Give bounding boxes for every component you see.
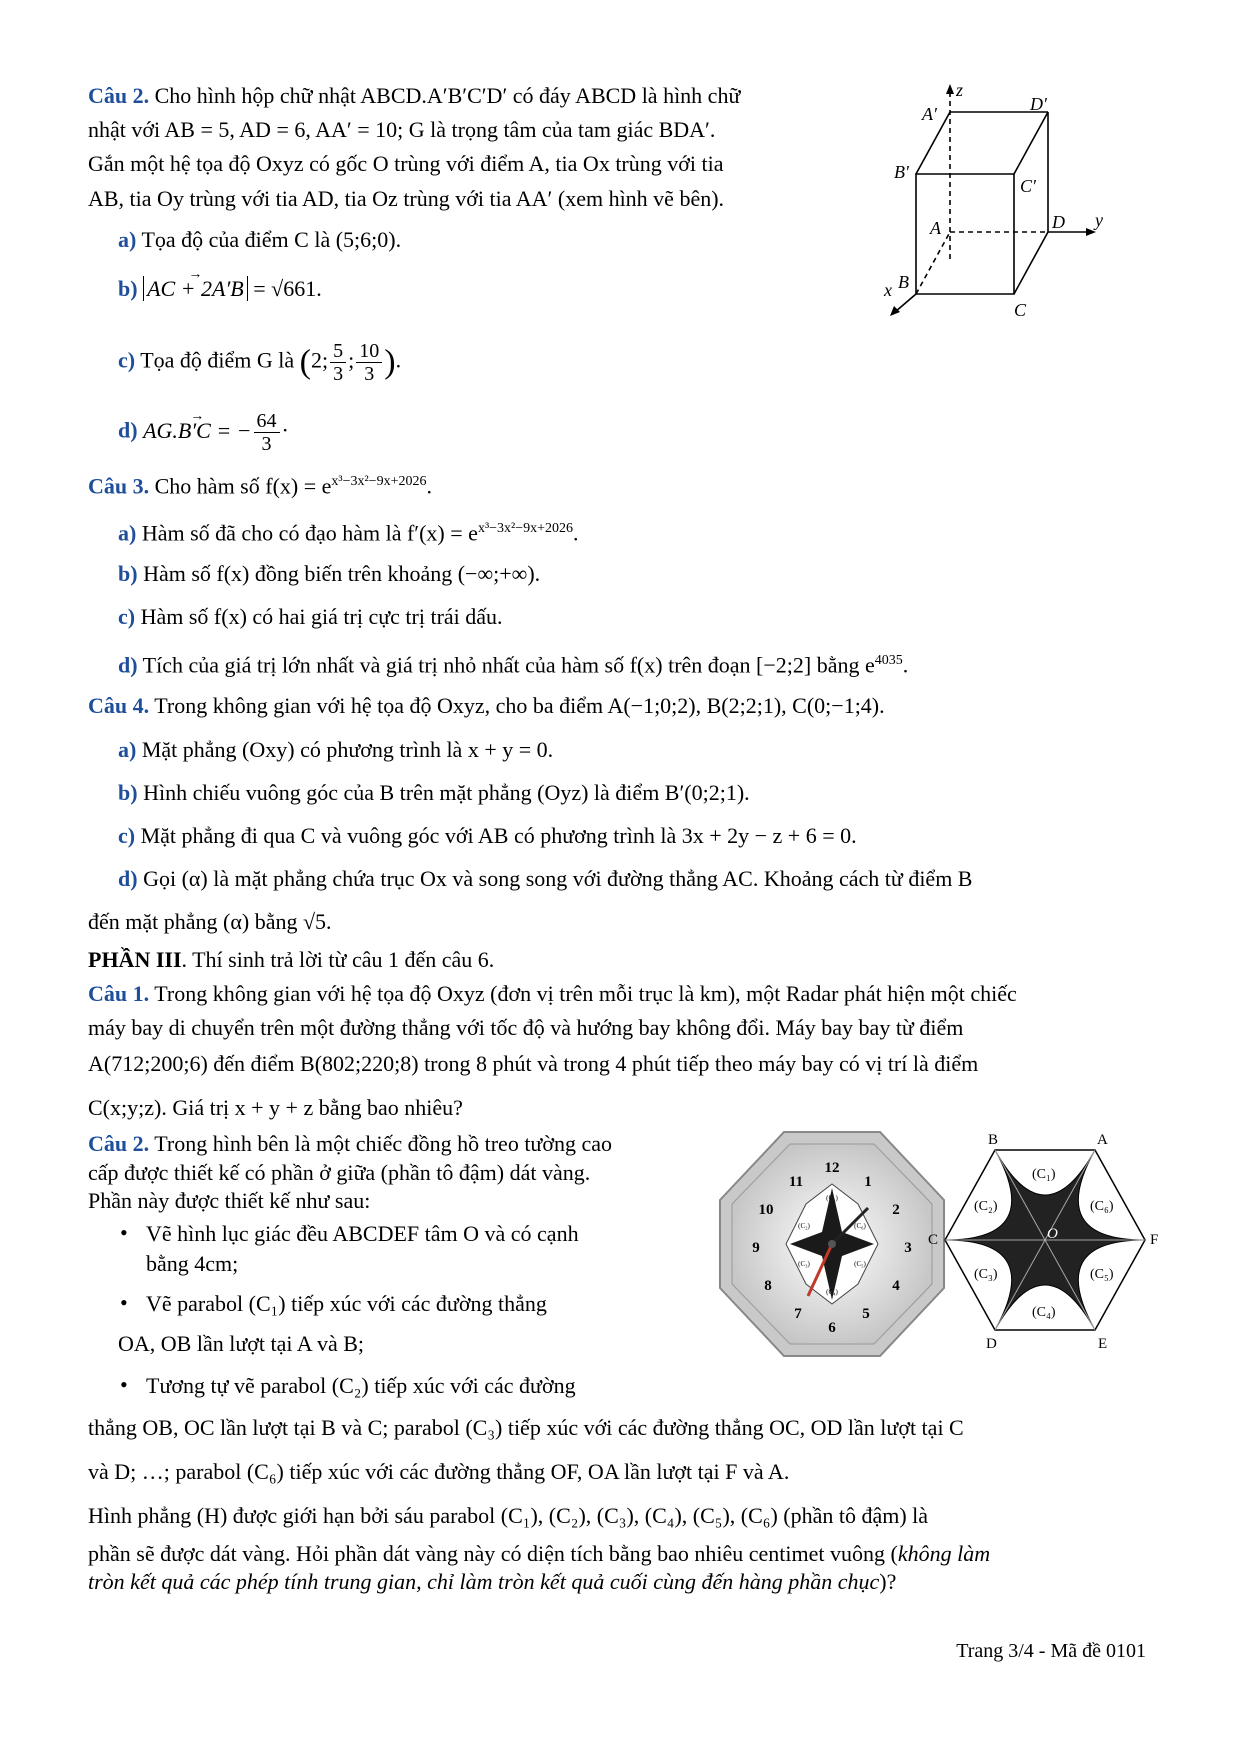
exponent: x³−3x²−9x+2026 — [331, 474, 427, 489]
vertex-label: C — [1014, 300, 1027, 320]
frac-den: 3 — [261, 433, 272, 455]
cau4-stem — [88, 692, 885, 720]
clock-image — [718, 1128, 946, 1360]
option-label: c) — [118, 823, 136, 848]
exponent: x³−3x²−9x+2026 — [477, 521, 574, 536]
p3c1-line4: C(x;y;z). Giá trị x + y + z bằng bao nhiêu? — [88, 1095, 463, 1120]
parabola-label: (C₂) — [974, 1199, 998, 1214]
clock-number: 2 — [892, 1202, 900, 1218]
option-label: a) — [118, 227, 137, 252]
option-text: Hàm số f(x) có hai giá trị cực trị trái dấu. — [140, 604, 503, 629]
axis-z-label: z — [956, 82, 964, 100]
cau3-a: a) Hàm số đã cho có đạo hàm là $f'(x) = e^{x^3-3x^2-9x+2026}$. — [118, 520, 579, 546]
vertex-label: B — [988, 1132, 999, 1148]
section-heading — [88, 946, 494, 974]
frac-den: 3 — [333, 363, 344, 385]
p3c2-line5: và D; …; parabol (C₆) tiếp xúc với các đường thẳng OF, OA lần lượt tại F và A. — [88, 1459, 790, 1484]
clock-inner-label: (C₅) — [854, 1260, 866, 1268]
vertex-label: F — [1150, 1232, 1159, 1248]
vertex-label: A — [1097, 1132, 1108, 1148]
clock-inner-label: (C₆) — [854, 1222, 866, 1230]
p3c2-b2a: Vẽ parabol (C₁) tiếp xúc với các đường thẳng — [146, 1291, 547, 1316]
option-label: d) — [118, 417, 138, 443]
p3c2-line2: cấp được thiết kế có phần ở giữa (phần tô đậm) dát vàng. — [88, 1160, 591, 1185]
cau2-d: d) → AG.B′C = − $\frac{64}{3}$ · — [118, 410, 289, 455]
cau2-b — [118, 275, 322, 303]
cau2-text1: Cho hình hộp chữ nhật ABCD.A′B′C′D′ có đáy ABCD là hình chữ — [154, 83, 741, 108]
p3c1-line2: máy bay di chuyển trên một đường thẳng với tốc độ và hướng bay không đổi. Máy bay bay từ điểm — [88, 1015, 964, 1040]
option-text: Hàm số f(x) đồng biến trên khoảng (−∞;+∞). — [143, 561, 541, 586]
bullet: • — [120, 1372, 128, 1397]
option-text: Tọa độ điểm G là — [140, 347, 295, 373]
clock-number: 1 — [864, 1174, 872, 1190]
clock-number: 4 — [892, 1278, 900, 1294]
cau3-c — [118, 603, 503, 631]
cube-figure — [880, 82, 1150, 352]
italic-text: tròn kết quả các phép tính trung gian, chỉ làm tròn kết quả cuối cùng đến hàng phần chục — [88, 1569, 880, 1594]
vertex-label: E — [1098, 1336, 1108, 1352]
clock-inner-label: (C₁) — [826, 1194, 838, 1202]
parabola-label: (C₄) — [1032, 1305, 1056, 1320]
option-label: b) — [118, 276, 138, 301]
clock-number: 5 — [862, 1306, 870, 1322]
page-footer: Trang 3/4 - Mã đề 0101 — [956, 1640, 1146, 1662]
clock-number: 12 — [824, 1160, 840, 1176]
option-label: c) — [118, 604, 136, 629]
clock-number: 3 — [904, 1240, 912, 1256]
question-text: Cho hàm số f(x) = e — [154, 473, 332, 499]
option-text: Mặt phẳng đi qua C và vuông góc với AB có phương trình là 3x + 2y − z + 6 = 0. — [140, 823, 857, 848]
p3c2-line7 — [88, 1540, 990, 1568]
frac-num: 10 — [356, 340, 382, 363]
question-label: Câu 4. — [88, 693, 150, 718]
exponent: 4035 — [874, 653, 903, 668]
parabola-label: (C₅) — [1090, 1267, 1114, 1282]
question-label: Câu 2. — [88, 1131, 150, 1156]
question-label: Câu 3. — [88, 473, 150, 499]
cau3-d: d) Tích của giá trị lớn nhất và giá trị nhỏ nhất của hàm số f(x) trên đoạn [−2;2] bằng $e^{4035}$. — [118, 652, 909, 678]
section-title: PHẦN III — [88, 947, 182, 972]
p3c2-b2b: OA, OB lần lượt tại A và B; — [118, 1331, 364, 1356]
cau4-c — [118, 822, 857, 850]
option-label: d) — [118, 652, 138, 678]
cau3-b — [118, 560, 540, 588]
option-label: a) — [118, 520, 137, 546]
section-text: . Thí sinh trả lời từ câu 1 đến câu 6. — [181, 947, 495, 972]
vertex-label: D′ — [1030, 94, 1047, 114]
vertex-label: C — [928, 1232, 939, 1248]
option-label: b) — [118, 780, 138, 805]
cau2-line2: nhật với AB = 5, AD = 6, AA′ = 10; G là trọng tâm của tam giác BDA′. — [88, 117, 716, 142]
closing-text: )? — [879, 1569, 897, 1594]
question-text: phần sẽ được dát vàng. Hỏi phần dát vàng này có diện tích bằng bao nhiêu centimet vuông ( — [88, 1541, 898, 1566]
option-label: a) — [118, 737, 137, 762]
clock-number: 11 — [788, 1174, 804, 1190]
p3c1-line1 — [88, 980, 1017, 1008]
option-text: Mặt phẳng (Oxy) có phương trình là x + y = 0. — [141, 737, 554, 762]
hexagon-figure — [920, 1130, 1170, 1370]
cau4-a — [118, 736, 553, 764]
bullet: • — [120, 1220, 128, 1245]
p3c2-b3a: Tương tự vẽ parabol (C₂) tiếp xúc với các đường — [146, 1373, 576, 1398]
question-text: Trong hình bên là một chiếc đồng hồ treo tường cao — [154, 1131, 613, 1156]
clock-number: 7 — [794, 1306, 802, 1322]
vector-expr: → AG.B′C = − — [143, 417, 251, 445]
p3c2-b1b: bằng 4cm; — [146, 1251, 239, 1276]
question-label: Câu 1. — [88, 981, 150, 1006]
bullet: • — [120, 1290, 128, 1315]
cau2-c: c) Tọa độ điểm G là (2; $\frac{5}{3}$ ; $\frac{10}{3}$ ). — [118, 340, 402, 385]
cau2-a — [118, 226, 401, 254]
vertex-label: B — [898, 272, 909, 292]
option-label: c) — [118, 347, 136, 373]
vertex-label: C′ — [1020, 176, 1036, 196]
vertex-label: D — [1052, 212, 1065, 232]
cau2-line3: Gắn một hệ tọa độ Oxyz có gốc O trùng với điểm A, tia Ox trùng với tia — [88, 151, 724, 176]
clock-number: 9 — [752, 1240, 760, 1256]
cau2-label: Câu 2. — [88, 83, 150, 108]
parabola-label: (C₁) — [1032, 1167, 1056, 1182]
vertex-label: A′ — [922, 104, 937, 124]
option-label: d) — [118, 866, 138, 891]
p3c2-line4: thẳng OB, OC lần lượt tại B và C; parabol (C₃) tiếp xúc với các đường thẳng OC, OD lần lượt tại C — [88, 1415, 964, 1440]
option-text: = √661. — [253, 276, 322, 301]
cau2-line1 — [88, 82, 860, 110]
option-text: Hình chiếu vuông góc của B trên mặt phẳng (Oyz) là điểm B′(0;2;1). — [143, 780, 750, 805]
axis-y-label: y — [1095, 210, 1103, 230]
clock-inner-label: (C₃) — [798, 1260, 810, 1268]
frac-den: 3 — [364, 363, 375, 385]
p3c2-b1a: Vẽ hình lục giác đều ABCDEF tâm O và có cạnh — [146, 1221, 579, 1246]
clock-number: 6 — [828, 1320, 836, 1336]
clock-number: 8 — [764, 1278, 772, 1294]
frac-num: 64 — [254, 410, 280, 433]
clock-number: 10 — [758, 1202, 774, 1218]
cau3-stem: Câu 3. Cho hàm số $f(x) = e^{x^3-3x^2-9x+2026}$. — [88, 473, 432, 499]
cau4-b — [118, 779, 750, 807]
option-text: Tích của giá trị lớn nhất và giá trị nhỏ nhất của hàm số f(x) trên đoạn [−2;2] bằng e — [142, 652, 875, 678]
cau4-d — [118, 865, 972, 893]
cau2-line4: AB, tia Oy trùng với tia AD, tia Oz trùng với tia AA′ (xem hình vẽ bên). — [88, 186, 725, 211]
vector-expr: → AC + 2A′B — [147, 275, 244, 303]
p3c2-line3: Phần này được thiết kế như sau: — [88, 1188, 371, 1213]
axis-x-label: x — [884, 280, 892, 300]
question-text: Trong không gian với hệ tọa độ Oxyz, cho ba điểm A(−1;0;2), B(2;2;1), C(0;−1;4). — [154, 693, 885, 718]
vertex-label: D — [986, 1336, 997, 1352]
p3c2-line1 — [88, 1130, 612, 1158]
frac-num: 5 — [330, 340, 346, 363]
coord-part: 2; — [311, 347, 329, 373]
cau4-d-cont: đến mặt phẳng (α) bằng √5. — [88, 909, 332, 934]
option-text: Gọi (α) là mặt phẳng chứa trục Ox và song song với đường thẳng AC. Khoảng cách từ điểm B — [143, 866, 973, 891]
option-text: Tọa độ của điểm C là (5;6;0). — [141, 227, 402, 252]
center-label: O — [1047, 1226, 1058, 1242]
p3c2-line8 — [88, 1568, 896, 1596]
option-label: b) — [118, 561, 138, 586]
p3c2-line6: Hình phẳng (H) được giới hạn bởi sáu parabol (C₁), (C₂), (C₃), (C₄), (C₅), (C₆) (phần tô đậm) là — [88, 1503, 929, 1528]
clock-inner-label: (C₂) — [798, 1222, 810, 1230]
italic-text: không làm — [897, 1541, 991, 1566]
vertex-label: B′ — [894, 162, 909, 182]
parabola-label: (C₆) — [1090, 1199, 1114, 1214]
clock-inner-label: (C₄) — [826, 1288, 838, 1296]
vertex-label: A — [930, 218, 941, 238]
question-text: Trong không gian với hệ tọa độ Oxyz (đơn vị trên mỗi trục là km), một Radar phát hiện một chiếc — [154, 981, 1017, 1006]
option-text: Hàm số đã cho có đạo hàm là f′(x) = e — [141, 520, 478, 546]
parabola-label: (C₃) — [974, 1267, 998, 1282]
p3c1-line3: A(712;200;6) đến điểm B(802;220;8) trong 8 phút và trong 4 phút tiếp theo máy bay có vị trí là điểm — [88, 1051, 979, 1076]
